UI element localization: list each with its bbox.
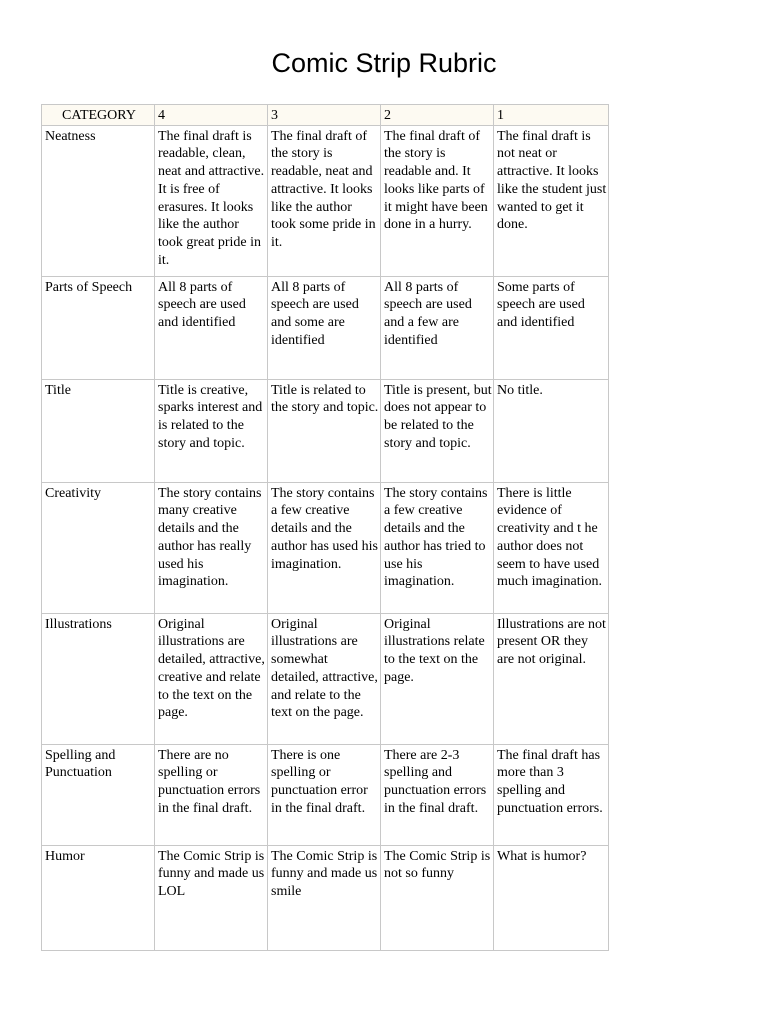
criteria-cell: The story contains many creative details and the author has really used his imagination. — [155, 482, 268, 613]
category-cell: Creativity — [42, 482, 155, 613]
criteria-cell: The final draft of the story is readable, neat and attractive. It looks like the author took some pride in it. — [268, 125, 381, 276]
criteria-cell: No title. — [494, 379, 609, 482]
category-cell: Illustrations — [42, 613, 155, 744]
criteria-cell: The Comic Strip is funny and made us smile — [268, 845, 381, 950]
criteria-cell: The final draft is readable, clean, neat and attractive. It is free of erasures. It looks like the author took great pride in it. — [155, 125, 268, 276]
table-row — [42, 379, 609, 482]
table-row — [42, 276, 609, 379]
criteria-cell: Original illustrations are somewhat detailed, attractive, and relate to the text on the page. — [268, 613, 381, 744]
criteria-cell: What is humor? — [494, 845, 609, 950]
category-cell: Title — [42, 379, 155, 482]
rubric-body — [42, 125, 609, 950]
criteria-cell: All 8 parts of speech are used and identified — [155, 276, 268, 379]
table-row — [42, 845, 609, 950]
criteria-cell: Original illustrations are detailed, attractive, creative and relate to the text on the page. — [155, 613, 268, 744]
criteria-cell: There is one spelling or punctuation error in the final draft. — [268, 744, 381, 845]
rubric-header — [42, 105, 609, 126]
criteria-cell: There are 2-3 spelling and punctuation errors in the final draft. — [381, 744, 494, 845]
category-cell: Humor — [42, 845, 155, 950]
header-category: CATEGORY — [42, 105, 155, 126]
table-row — [42, 125, 609, 276]
criteria-cell: There is little evidence of creativity and t he author does not seem to have used much imagination. — [494, 482, 609, 613]
table-row — [42, 613, 609, 744]
criteria-cell: The story contains a few creative details and the author has used his imagination. — [268, 482, 381, 613]
criteria-cell: The Comic Strip is not so funny — [381, 845, 494, 950]
criteria-cell: Title is creative, sparks interest and is related to the story and topic. — [155, 379, 268, 482]
criteria-cell: The story contains a few creative details and the author has tried to use his imagination. — [381, 482, 494, 613]
category-cell: Neatness — [42, 125, 155, 276]
criteria-cell: There are no spelling or punctuation errors in the final draft. — [155, 744, 268, 845]
page-title: Comic Strip Rubric — [271, 48, 497, 78]
criteria-cell: The final draft has more than 3 spelling and punctuation errors. — [494, 744, 609, 845]
header-score-1: 1 — [494, 105, 609, 126]
criteria-cell: All 8 parts of speech are used and a few are identified — [381, 276, 494, 379]
criteria-cell: Illustrations are not present OR they are not original. — [494, 613, 609, 744]
category-cell: Parts of Speech — [42, 276, 155, 379]
criteria-cell: The Comic Strip is funny and made us LOL — [155, 845, 268, 950]
criteria-cell: The final draft is not neat or attractive. It looks like the student just wanted to get it done. — [494, 125, 609, 276]
header-score-3: 3 — [268, 105, 381, 126]
criteria-cell: Some parts of speech are used and identified — [494, 276, 609, 379]
category-cell: Spelling and Punctuation — [42, 744, 155, 845]
criteria-cell: Title is related to the story and topic. — [268, 379, 381, 482]
criteria-cell: All 8 parts of speech are used and some are identified — [268, 276, 381, 379]
criteria-cell: Original illustrations relate to the text on the page. — [381, 613, 494, 744]
header-score-2: 2 — [381, 105, 494, 126]
table-row — [42, 744, 609, 845]
criteria-cell: The final draft of the story is readable and. It looks like parts of it might have been done in a hurry. — [381, 125, 494, 276]
criteria-cell: Title is present, but does not appear to be related to the story and topic. — [381, 379, 494, 482]
header-score-4: 4 — [155, 105, 268, 126]
header-row — [42, 105, 609, 126]
rubric-table — [41, 104, 609, 951]
table-row — [42, 482, 609, 613]
